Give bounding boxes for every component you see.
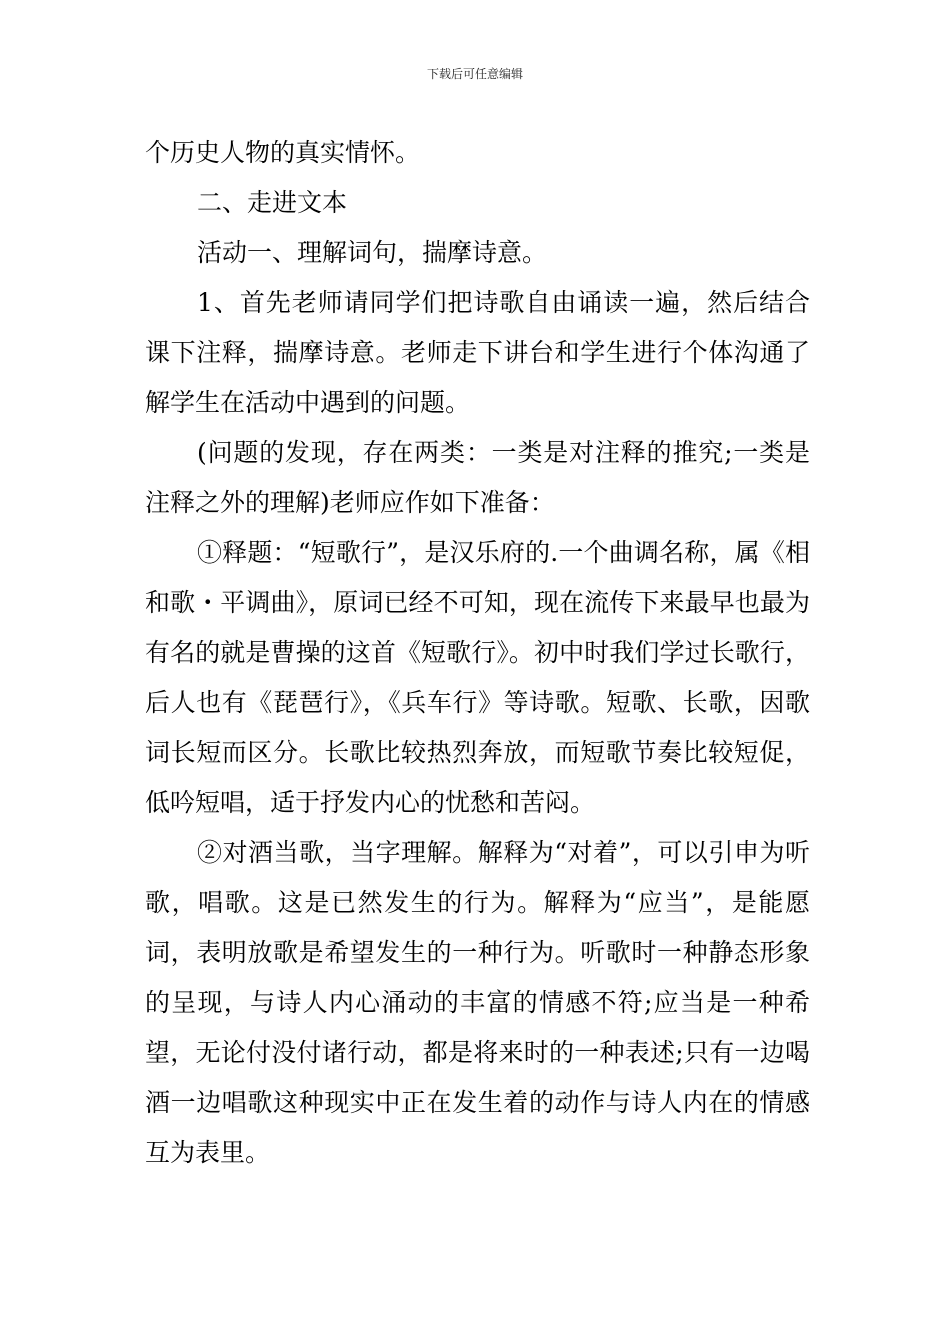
document-body	[145, 128, 810, 1178]
activity-heading: 活动一、理解词句，揣摩诗意。	[197, 238, 548, 267]
page-header: 下载后可任意编辑	[426, 67, 523, 81]
paragraph-problems: (问题的发现，存在两类：一类是对注释的推究;一类是注释之外的理解)老师应作如下准备：	[145, 438, 810, 517]
paragraph-title-explanation: ①释题：“短歌行”，是汉乐府的.一个曲调名称，属《相和歌・平调曲》，原词已经不可知，现在流传下来最早也最为有名的就是曹操的这首《短歌行》。初中时我们学过长歌行，后人也有《琵琶行》，《兵车行》等诗歌。短歌、长歌，因歌词长短而区分。长歌比较热烈奔放，而短歌节奏比较短促，低吟短唱，适于抒发内心的忧愁和苦闷。	[145, 538, 810, 817]
section-heading: 二、走进文本	[197, 188, 348, 217]
paragraph-word-explanation: ②对酒当歌，当字理解。解释为“对着”，可以引申为听歌，唱歌。这是已然发生的行为。解释为“应当”，是能愿词，表明放歌是希望发生的一种行为。听歌时一种静态形象的呈现，与诗人内心涌动的丰富的情感不符;应当是一种希望，无论付没付诸行动，都是将来时的一种表述;只有一边喝酒一边唱歌这种现实中正在发生着的动作与诗人内在的情感互为表里。	[145, 838, 810, 1167]
paragraph-continuation: 个历史人物的真实情怀。	[145, 138, 421, 167]
paragraph-step-1: 1、首先老师请同学们把诗歌自由诵读一遍，然后结合课下注释，揣摩诗意。老师走下讲台和学生进行个体沟通了解学生在活动中遇到的问题。	[145, 288, 810, 417]
